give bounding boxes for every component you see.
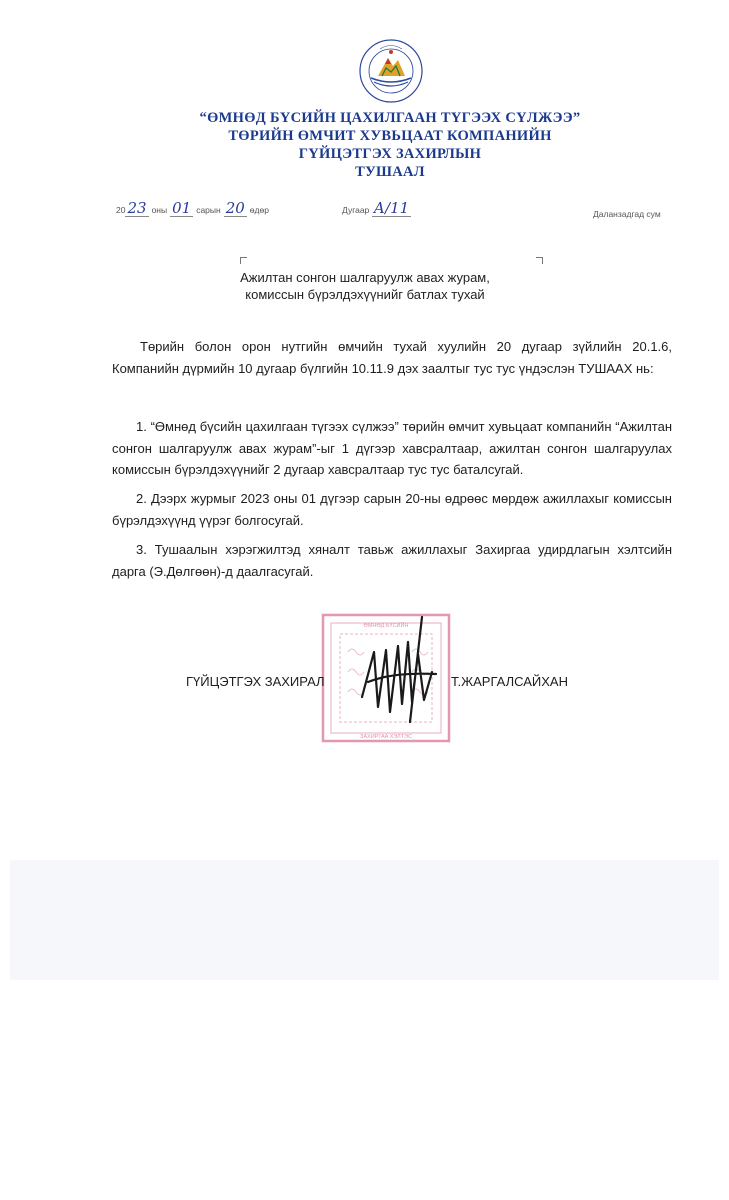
order-item-2: 2. Дээрх журмыг 2023 оны 01 дүгээр сарын 20-ны өдрөөс мөрдөж ажиллахыг комиссын бүрэлдэхүүнд үүрэг болгосугай. — [112, 491, 672, 528]
stamp-bottom-text: ЗАХИРГАА ХЭЛТЭС — [360, 734, 412, 740]
month-handwritten: 01 — [172, 199, 192, 217]
order-item-1: 1. “Өмнөд бүсийн цахилгаан түгээх сүлжээ” төрийн өмчит хувьцаат компанийн “Ажилтан сонгон шалгаруулж авах журам”-ыг 1 дүгээр хавсралтаар, ажилтан сонгон шалгаруулах комиссын бүрэлдэхүүнийг 2 дугаар хавсралтаар тус тус баталсугай. — [112, 419, 672, 477]
document-type: ТУШААЛ — [355, 164, 425, 180]
signatory-title: ГҮЙЦЭТГЭХ ЗАХИРАЛ — [186, 674, 325, 689]
subject-corner-mark — [240, 257, 247, 264]
org-title-line-1: “ӨМНӨД БҮСИЙН ЦАХИЛГААН ТҮГЭЭХ СҮЛЖЭЭ” — [199, 110, 581, 126]
year-handwritten: 23 — [127, 199, 147, 217]
month-label: сарын — [196, 205, 221, 215]
year-label: оны — [151, 205, 168, 215]
order-item-3: 3. Тушаалын хэрэгжилтэд хяналт тавьж ажиллахыг Захиргаа удирдлагын хэлтсийн дарга (Э.Дөлгөөн)-д даалгасугай. — [112, 542, 672, 579]
org-title-line-2: ТӨРИЙН ӨМЧИТ ХУВЬЦААТ КОМПАНИЙН — [228, 128, 552, 144]
order-number — [342, 200, 411, 217]
date-line — [116, 200, 272, 217]
preamble-paragraph: Төрийн болон орон нутгийн өмчийн тухай хуулийн 20 дугаар зүйлийн 20.1.6, Компанийн дүрмийн 10 дугаар бүлгийн 10.11.9 дэх заалтыг тус тус үндэслэн ТУШААХ нь: — [112, 339, 672, 376]
signatory-name: Т.ЖАРГАЛСАЙХАН — [451, 674, 568, 689]
subject-line-2: комиссын бүрэлдэхүүнийг батлах тухай — [245, 287, 485, 302]
day-handwritten: 20 — [225, 199, 245, 217]
signature-mark — [352, 612, 442, 730]
org-title-line-3: ГҮЙЦЭТГЭХ ЗАХИРЛЫН — [298, 146, 482, 162]
place-label: Даланзадгад сум — [593, 209, 661, 219]
number-label: Дугаар — [342, 205, 370, 215]
number-handwritten: А/11 — [373, 199, 410, 217]
scan-bleed — [10, 860, 719, 980]
day-label: өдөр — [249, 205, 269, 215]
year-prefix: 20 — [116, 205, 126, 215]
company-logo-icon — [358, 38, 424, 104]
subject-corner-mark — [536, 257, 543, 264]
subject-line-1: Ажилтан сонгон шалгаруулж авах журам, — [240, 270, 490, 285]
stamp-top-text: ӨМНӨД БҮСИЙН — [363, 623, 409, 629]
subject — [200, 269, 530, 303]
